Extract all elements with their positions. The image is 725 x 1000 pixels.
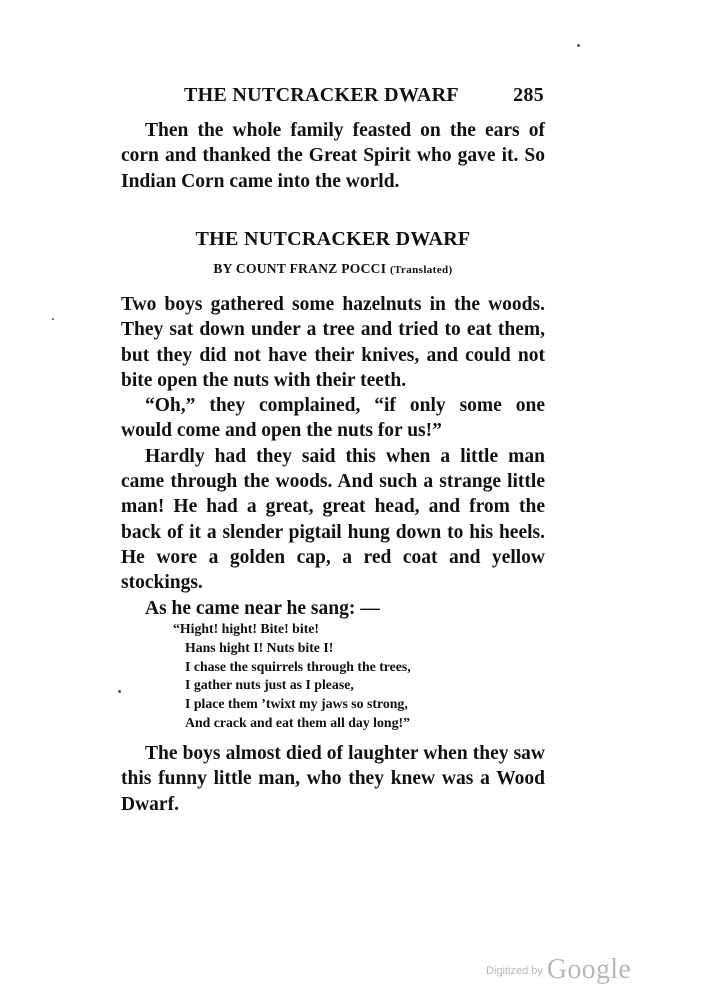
story-title: THE NUTCRACKER DWARF — [195, 228, 471, 250]
story-body — [121, 292, 545, 621]
byline-author: BY COUNT FRANZ POCCI — [213, 261, 387, 276]
verse-line: I place them ’twixt my jaws so strong, — [185, 696, 408, 712]
running-title: THE NUTCRACKER DWARF — [184, 84, 459, 106]
scan-speck — [118, 690, 121, 693]
intro-paragraph-block — [121, 118, 545, 194]
story-paragraph: “Oh,” they complained, “if only some one would come and open the nuts for us!” — [121, 395, 545, 442]
verse-line: I chase the squirrels through the trees, — [185, 658, 411, 674]
verse-line: Hans hight I! Nuts bite I! — [185, 639, 334, 655]
digitized-by-watermark — [486, 954, 631, 986]
closing-paragraph: The boys almost died of laughter when they saw this funny little man, who they knew was a Wood Dwarf. — [121, 743, 545, 815]
page-number: 285 — [513, 84, 544, 106]
story-paragraph: Two boys gathered some hazelnuts in the woods. They sat down under a tree and tried to eat them, but they did not have their knives, and could not bite open the nuts with their teeth. — [121, 294, 545, 391]
scan-speck — [577, 44, 580, 47]
byline — [121, 261, 545, 277]
google-logo: Google — [546, 954, 632, 985]
song-verse — [173, 620, 411, 733]
byline-note: (Translated) — [389, 264, 453, 276]
story-paragraph: As he came near he sang: — — [145, 597, 380, 619]
verse-line: “Hight! hight! Bite! bite! — [173, 621, 320, 636]
verse-line: And crack and eat them all day long!” — [185, 714, 410, 730]
intro-paragraph: Then the whole family feasted on the ears of corn and thanked the Great Spirit who gave it. So Indian Corn came into the world. — [121, 120, 545, 192]
verse-line: I gather nuts just as I please, — [185, 677, 354, 693]
scan-speck — [52, 318, 54, 320]
story-paragraph: Hardly had they said this when a little man came through the woods. And such a strange little man! He had a great, great head, and from the back of it a slender pigtail hung down to his heels. He wore a golden cap, a red coat and yellow stockings. — [121, 445, 545, 594]
closing-paragraph-block — [121, 741, 545, 817]
watermark-prefix: Digitized by — [486, 965, 543, 977]
